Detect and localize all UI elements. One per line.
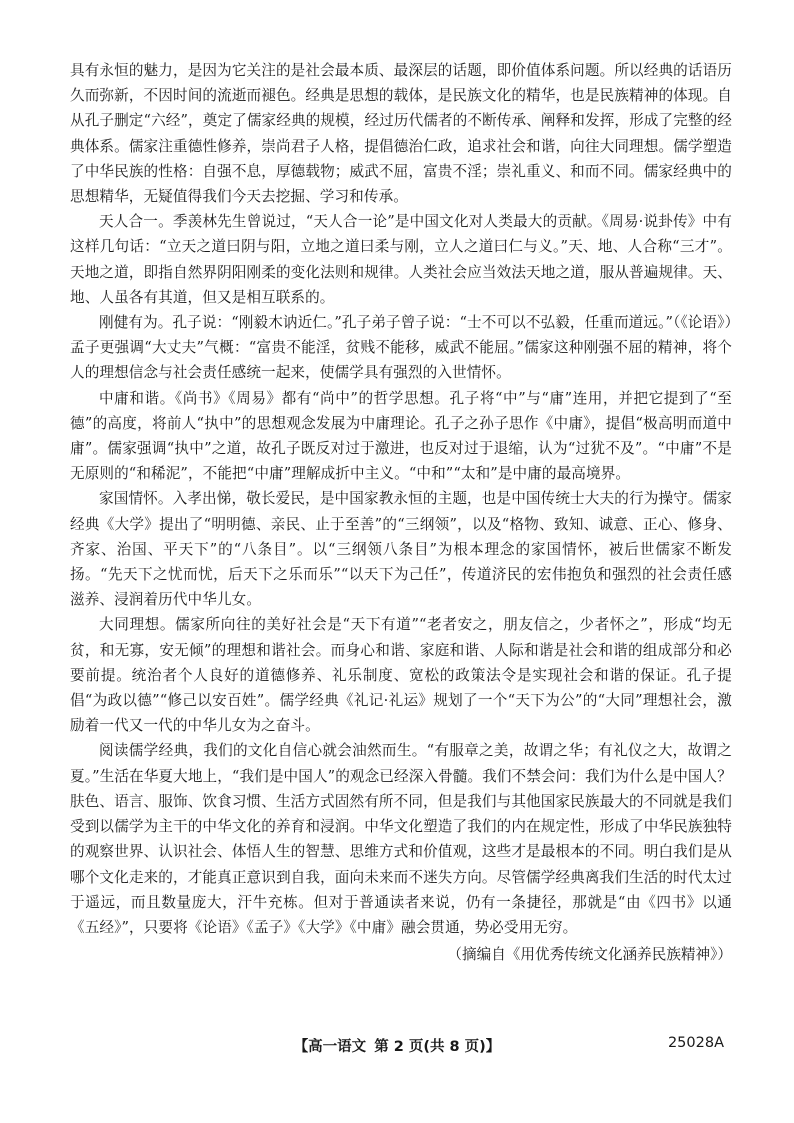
paragraph-zhongyong-hexie: 中庸和谐。《尚书》《周易》都有“尚中”的哲学思想。孔子将“中”与“庸”连用，并把它提到了“至德”的高度，将前人“执中”的思想观念发展为中庸理论。孔子之孙子思作《中庸》，提倡“极高明而道中庸”。儒家强调“执中”之道，故孔子既反对过于激进，也反对过于退缩，认为“过犹不及”。“中庸”不是无原则的“和稀泥”，不能把“中庸”理解成折中主义。“中和”“太和”是中庸的最高境界。 <box>70 389 732 483</box>
footer-exam-code: 25028A <box>667 1035 724 1051</box>
paragraph-datong-lixiang: 大同理想。儒家所向往的美好社会是“天下有道”“老者安之，朋友信之，少者怀之”，形成“均无贫，和无寡，安无倾”的理想和谐社会。而身心和谐、家庭和谐、人际和谐是社会和谐的组成部分和必要前提。统治者个人良好的道德修养、礼乐制度、宽松的政策法令是实现社会和谐的保证。孔子提倡“为政以德”“修己以安百姓”。儒学经典《礼记·礼运》规划了一个“天下为公”的“大同”理想社会，激励着一代又一代的中华儿女为之奋斗。 <box>70 616 732 735</box>
paragraph-gangjian-youwei: 刚健有为。孔子说：“刚毅木讷近仁。”孔子弟子曾子说：“士不可以不弘毅，任重而道远。”（《论语》）孟子更强调“大丈夫”气概：“富贵不能淫，贫贱不能移，威武不能屈。”儒家这种刚强不屈的精神，将个人的理想信念与社会责任感统一起来，使儒学具有强烈的入世情怀。 <box>70 314 732 382</box>
footer-subject: 【高一语文 <box>293 1039 367 1055</box>
article-source: （摘编自《用优秀传统文化涵养民族精神》） <box>447 946 732 964</box>
footer-page-number: 第 2 页(共 8 页)】 <box>374 1039 501 1055</box>
paragraph-conclusion: 阅读儒学经典，我们的文化自信心就会油然而生。“有服章之美，故谓之华；有礼仪之大，故谓之夏。”生活在华夏大地上，“我们是中国人”的观念已经深入骨髓。我们不禁会问：我们为什么是中国人？肤色、语言、服饰、饮食习惯、生活方式固然有所不同，但是我们与其他国家民族最大的不同就是我们受到以儒学为主干的中华文化的养育和浸润。中华文化塑造了我们的内在规定性，形成了中华民族独特的观察世界、认识社会、体悟人生的智慧、思维方式和价值观，这些才是最根本的不同。明白我们是从哪个文化走来的，才能真正意识到自我，面向未来而不迷失方向。尽管儒学经典离我们生活的时代太过于遥远，而且数量庞大，汗牛充栋。但对于普通读者来说，仍有一条捷径，那就是“由《四书》以通《五经》”，只要将《论语》《孟子》《大学》《中庸》融会贯通，势必受用无穷。 <box>70 742 732 936</box>
paragraph-jiaguo-qinghuai: 家国情怀。入孝出悌，敬长爱民，是中国家教永恒的主题，也是中国传统士大夫的行为操守。儒家经典《大学》提出了“明明德、亲民、止于至善”的“三纲领”，以及“格物、致知、诚意、正心、修身、齐家、治国、平天下”的“八条目”。以“三纲领八条目”为根本理念的家国情怀，被后世儒家不断发扬。“先天下之忧而忧，后天下之乐而乐”“以天下为己任”，传道济民的宏伟抱负和强烈的社会责任感滋养、浸润着历代中华儿女。 <box>70 490 732 609</box>
page-footer <box>0 1035 794 1059</box>
paragraph-tianren-heyi: 天人合一。季羡林先生曾说过，“天人合一论”是中国文化对人类最大的贡献。《周易·说卦传》中有这样几句话：“立天之道曰阴与阳，立地之道曰柔与刚，立人之道曰仁与义。”天、地、人合称“三才”。天地之道，即指自然界阴阳刚柔的变化法则和规律。人类社会应当效法天地之道，服从普遍规律。天、地、人虽各有其道，但又是相互联系的。 <box>70 213 732 306</box>
paragraph-continuation: 具有永恒的魅力，是因为它关注的是社会最本质、最深层的话题，即价值体系问题。所以经典的话语历久而弥新，不因时间的流逝而褪色。经典是思想的载体，是民族文化的精华，也是民族精神的体现。自从孔子删定“六经”，奠定了儒家经典的规模，经过历代儒者的不断传承、阐释和发挥，形成了完整的经典体系。儒家注重德性修养，崇尚君子人格，提倡德治仁政，追求社会和谐，向往大同理想。儒学塑造了中华民族的性格：自强不息，厚德载物；威武不屈，富贵不淫；崇礼重义、和而不同。儒家经典中的思想精华，无疑值得我们今天去挖掘、学习和传承。 <box>70 62 732 206</box>
article-body <box>70 58 732 967</box>
